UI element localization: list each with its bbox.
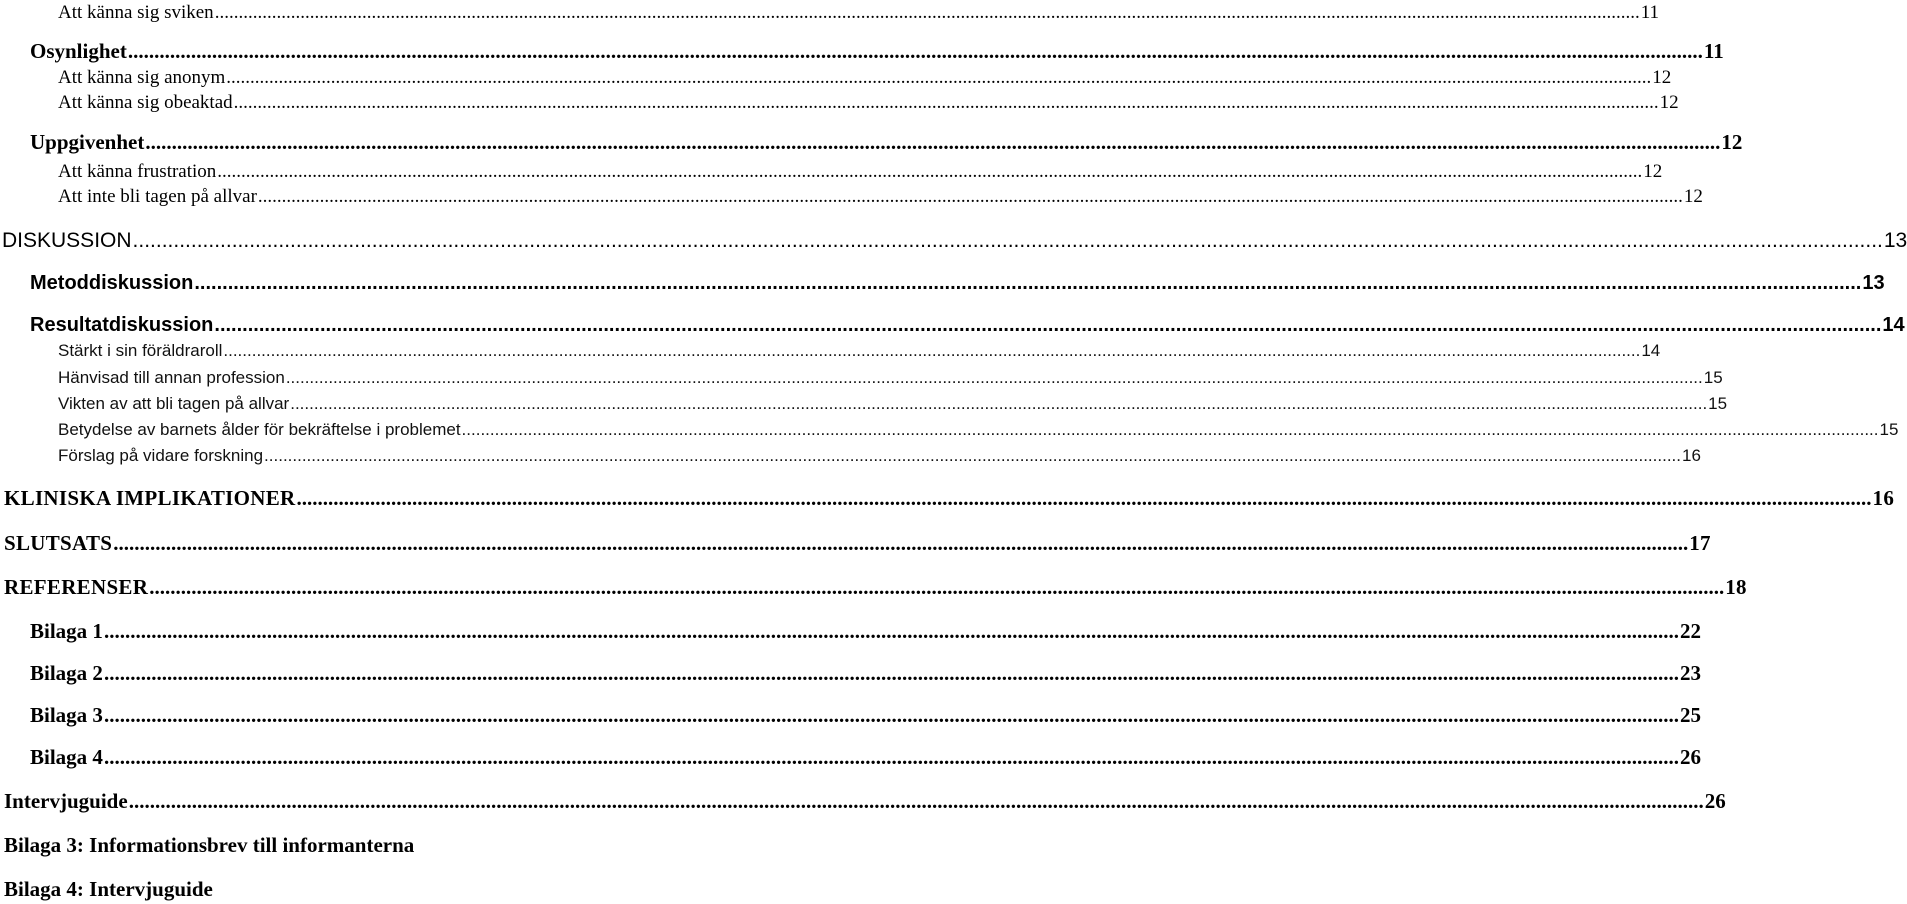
toc-leader-dots: ............................................................................................................................................................................................................................................................................................................ bbox=[214, 314, 1882, 336]
toc-entry-page: 12 bbox=[1659, 92, 1679, 113]
toc-entry-label: Bilaga 1 bbox=[30, 619, 103, 643]
appendix-heading: Bilaga 3: Informationsbrev till informanterna bbox=[4, 833, 415, 857]
toc-entry-page: 15 bbox=[1708, 394, 1728, 413]
toc-entry-label: Att inte bli tagen på allvar bbox=[58, 186, 257, 207]
toc-entry-label: Betydelse av barnets ålder för bekräftelse i problemet bbox=[58, 420, 461, 439]
toc-entry-page: 14 bbox=[1641, 341, 1661, 360]
toc-entry-page: 13 bbox=[1862, 272, 1885, 294]
toc-entry-page: 17 bbox=[1689, 531, 1711, 555]
toc-leader-dots: ............................................................................................................................................................................................................................................................................................................ bbox=[214, 2, 1640, 23]
toc-leader-dots: ............................................................................................................................................................................................................................................................................................................ bbox=[127, 39, 1703, 63]
toc-leader-dots: ............................................................................................................................................................................................................................................................................................................ bbox=[145, 130, 1721, 154]
toc-entry-page: 12 bbox=[1652, 67, 1672, 88]
toc-entry-label: DISKUSSION bbox=[2, 229, 132, 252]
toc-leader-dots: ............................................................................................................................................................................................................................................................................................................ bbox=[264, 446, 1681, 465]
toc-entry[interactable] bbox=[58, 92, 1679, 113]
toc-entry-label: SLUTSATS bbox=[4, 531, 113, 555]
toc-entry-page: 13 bbox=[1883, 229, 1907, 252]
toc-entry-label: Bilaga 2 bbox=[30, 661, 103, 685]
toc-entry[interactable] bbox=[4, 486, 1895, 510]
toc-entry-page: 15 bbox=[1703, 368, 1723, 387]
toc-entry[interactable] bbox=[58, 161, 1663, 182]
toc-entry-label: Intervjuguide bbox=[4, 789, 128, 813]
toc-entry-label: Att känna sig obeaktad bbox=[58, 92, 233, 113]
toc-entry[interactable] bbox=[58, 446, 1701, 465]
toc-entry[interactable] bbox=[58, 186, 1703, 207]
toc-entry[interactable] bbox=[58, 420, 1899, 439]
toc-entry-page: 11 bbox=[1703, 39, 1724, 63]
toc-leader-dots: ............................................................................................................................................................................................................................................................................................................ bbox=[223, 341, 1641, 360]
toc-leader-dots: ............................................................................................................................................................................................................................................................................................................ bbox=[128, 789, 1704, 813]
toc-leader-dots: ............................................................................................................................................................................................................................................................................................................ bbox=[103, 745, 1679, 769]
toc-entry-page: 11 bbox=[1640, 2, 1659, 23]
toc-entry[interactable] bbox=[30, 314, 1905, 336]
toc-entry[interactable] bbox=[30, 745, 1701, 769]
toc-entry-label: Metoddiskussion bbox=[30, 272, 194, 294]
toc-entry-label: Att känna frustration bbox=[58, 161, 217, 182]
toc-leader-dots: ............................................................................................................................................................................................................................................................................................................ bbox=[226, 67, 1652, 88]
toc-entry[interactable] bbox=[4, 575, 1747, 599]
toc-leader-dots: ............................................................................................................................................................................................................................................................................................................ bbox=[461, 420, 1879, 439]
toc-entry-label: REFERENSER bbox=[4, 575, 149, 599]
toc-entry-label: Att känna sig anonym bbox=[58, 67, 226, 88]
toc-leader-dots: ............................................................................................................................................................................................................................................................................................................ bbox=[103, 619, 1679, 643]
toc-entry[interactable] bbox=[58, 368, 1723, 387]
toc-entry-page: 25 bbox=[1679, 703, 1701, 727]
toc-entry-page: 22 bbox=[1679, 619, 1701, 643]
toc-entry-page: 12 bbox=[1643, 161, 1663, 182]
toc-entry-label: Hänvisad till annan profession bbox=[58, 368, 285, 387]
toc-entry[interactable] bbox=[30, 661, 1701, 685]
toc-leader-dots: ............................................................................................................................................................................................................................................................................................................ bbox=[194, 272, 1862, 294]
toc-entry[interactable] bbox=[58, 394, 1728, 413]
toc-entry-label: Bilaga 4 bbox=[30, 745, 103, 769]
toc-leader-dots: ............................................................................................................................................................................................................................................................................................................ bbox=[113, 531, 1689, 555]
toc-entry[interactable] bbox=[4, 531, 1711, 555]
toc-leader-dots: ............................................................................................................................................................................................................................................................................................................ bbox=[149, 575, 1725, 599]
toc-entry[interactable] bbox=[30, 39, 1724, 63]
toc-entry[interactable] bbox=[30, 272, 1885, 294]
toc-entry-label: Bilaga 3 bbox=[30, 703, 103, 727]
toc-entry-label: Stärkt i sin föräldraroll bbox=[58, 341, 223, 360]
toc-leader-dots: ............................................................................................................................................................................................................................................................................................................ bbox=[285, 368, 1703, 387]
appendix-heading: Bilaga 4: Intervjuguide bbox=[4, 877, 213, 901]
toc-entry-page: 12 bbox=[1721, 130, 1743, 154]
toc-leader-dots: ............................................................................................................................................................................................................................................................................................................ bbox=[290, 394, 1708, 413]
toc-entry-page: 23 bbox=[1679, 661, 1701, 685]
toc-entry-label: Att känna sig sviken bbox=[58, 2, 214, 23]
toc-leader-dots: ............................................................................................................................................................................................................................................................................................................ bbox=[296, 486, 1872, 510]
toc-entry[interactable] bbox=[4, 789, 1726, 813]
toc-entry-page: 15 bbox=[1879, 420, 1899, 439]
toc-entry-page: 18 bbox=[1725, 575, 1747, 599]
toc-entry-page: 26 bbox=[1704, 789, 1726, 813]
toc-entry-label: Resultatdiskussion bbox=[30, 314, 214, 336]
toc-leader-dots: ............................................................................................................................................................................................................................................................................................................ bbox=[217, 161, 1643, 182]
toc-leader-dots: ............................................................................................................................................................................................................................................................................................................ bbox=[233, 92, 1659, 113]
toc-entry[interactable] bbox=[30, 703, 1701, 727]
toc-entry[interactable] bbox=[58, 341, 1661, 360]
toc-entry-label: Osynlighet bbox=[30, 39, 127, 63]
toc-entry-page: 16 bbox=[1682, 446, 1701, 465]
toc-entry-label: Uppgivenhet bbox=[30, 130, 145, 154]
toc-entry-label: KLINISKA IMPLIKATIONER bbox=[4, 486, 296, 510]
toc-entry[interactable] bbox=[30, 130, 1743, 154]
toc-entry-label: Vikten av att bli tagen på allvar bbox=[58, 394, 290, 413]
toc-leader-dots: ............................................................................................................................................................................................................................................................................................................ bbox=[132, 229, 1883, 252]
toc-entry-page: 16 bbox=[1872, 486, 1895, 510]
toc-entry-label: Förslag på vidare forskning bbox=[58, 446, 264, 465]
toc-entry[interactable] bbox=[30, 619, 1701, 643]
toc-entry[interactable] bbox=[58, 67, 1672, 88]
toc-entry-page: 26 bbox=[1679, 745, 1701, 769]
toc-leader-dots: ............................................................................................................................................................................................................................................................................................................ bbox=[103, 703, 1679, 727]
toc-leader-dots: ............................................................................................................................................................................................................................................................................................................ bbox=[103, 661, 1679, 685]
toc-leader-dots: ............................................................................................................................................................................................................................................................................................................ bbox=[257, 186, 1683, 207]
toc-entry[interactable] bbox=[2, 229, 1907, 252]
toc-entry-page: 14 bbox=[1882, 314, 1905, 336]
toc-entry[interactable] bbox=[58, 2, 1659, 23]
toc-entry-page: 12 bbox=[1683, 186, 1703, 207]
